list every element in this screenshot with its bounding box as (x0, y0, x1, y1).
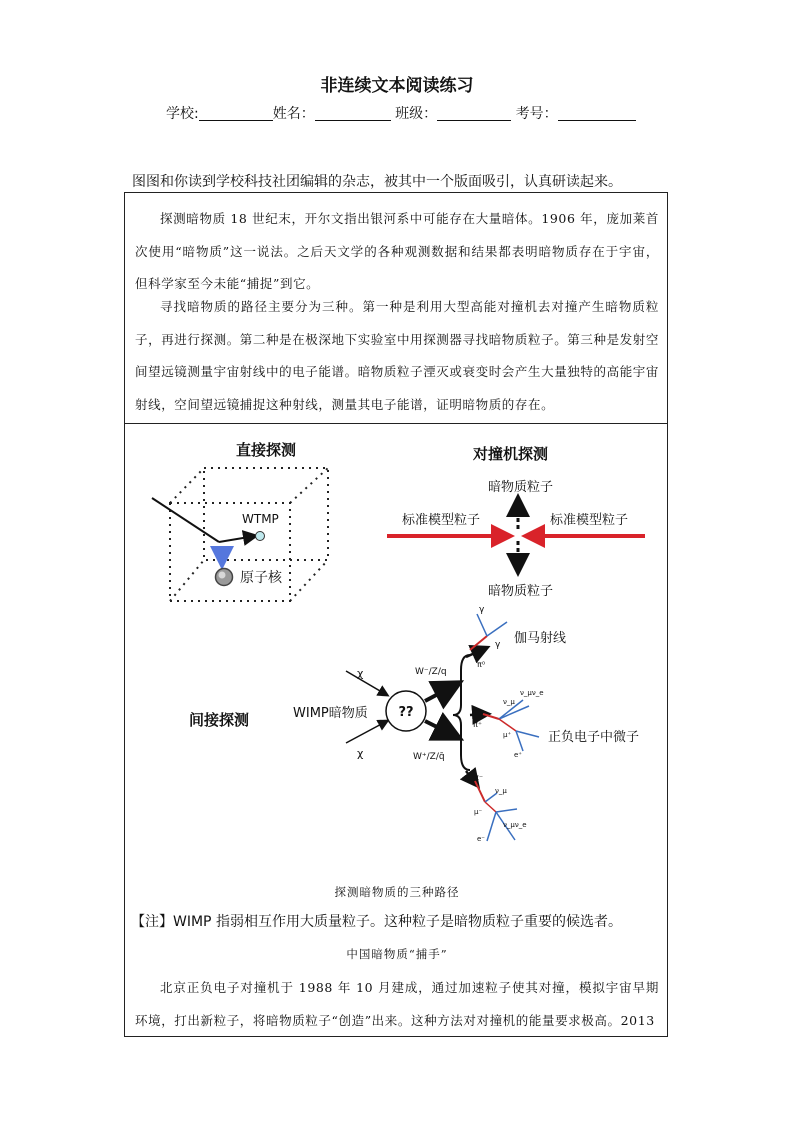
chi-top: χ (357, 667, 364, 680)
indirect-detection-title: 间接探测 (189, 711, 250, 729)
student-info-line (166, 103, 636, 123)
pi-minus-label: π⁻ (474, 773, 484, 782)
pi0-label: π⁰ (477, 660, 486, 669)
e-plus-label: e⁺ (514, 751, 523, 759)
class-field[interactable] (437, 106, 511, 121)
wimp-particle-label: WTMP (242, 512, 279, 526)
dark-matter-bottom-label: 暗物质粒子 (488, 584, 554, 599)
recoil-track (219, 536, 255, 542)
pi-plus-label: π⁺ (473, 720, 483, 729)
direct-detection-panel (152, 441, 328, 601)
indirect-detection-panel (189, 605, 639, 843)
chi-bottom: χ (357, 747, 364, 760)
name-field[interactable] (315, 106, 391, 121)
incoming-track (152, 498, 219, 542)
exam-no-field[interactable] (558, 106, 636, 121)
nu-pair-label-1: ν_μν_e (520, 689, 544, 697)
sm-left-label: 标准模型粒子 (402, 513, 481, 528)
branch-brace (453, 655, 470, 770)
nu-pair-label-2: ν_μν_e (503, 821, 527, 829)
gamma-symbol-1: γ (479, 605, 485, 615)
nu-mu-label-1: ν_μ (503, 698, 515, 706)
mu-minus-label: μ⁻ (474, 808, 483, 816)
class-label: 班级： (395, 106, 438, 122)
figure-caption: 探测暗物质的三种路径 (334, 885, 460, 899)
dark-matter-top-label: 暗物质粒子 (488, 480, 554, 495)
gamma-symbol-2: γ (495, 640, 501, 650)
wimp-note: 【注】WIMP 指弱相互作用大质量粒子。这种粒子是暗物质粒子重要的候选者。 (131, 914, 622, 930)
positron-neutrino-label: 正负电子中微子 (548, 730, 640, 745)
divider (125, 423, 667, 424)
collider-detection-title: 对撞机探测 (473, 445, 549, 463)
article-paragraph-3: 北京正负电子对撞机于 1988 年 10 月建成，通过加速粒子使其对撞，模拟宇宙早期环境，打出新粒子，将暗物质粒子“创造”出来。这种方法对对撞机的能量要求极高。2013 (135, 980, 659, 1028)
direct-detection-title: 直接探测 (236, 441, 297, 459)
nu-mu-label-2: ν_μ (495, 787, 507, 795)
wimp-dm-label: WIMP暗物质 (293, 706, 368, 721)
vertex-label: ?? (398, 705, 414, 720)
mu-plus-label: μ⁺ (503, 731, 512, 739)
intro-text: 图图和你读到学校科技社团编辑的杂志，被其中一个版面吸引，认真研读起来。 (132, 174, 622, 190)
school-label: 学校: (166, 106, 199, 122)
boson-top-label: W⁻/Z/q (415, 667, 447, 677)
exam-no-label: 考号： (515, 106, 558, 122)
sm-right-label: 标准模型粒子 (550, 513, 629, 528)
article-paragraph-1: 探测暗物质 18 世纪末，开尔文指出银河系中可能存在大量暗体。1906 年，庞加莱首次使用“暗物质”这一说法。之后天文学的各种观测数据和结果都表明暗物质存在于宇宙，但科学家至今未能“捕捉”到它。 (135, 211, 659, 291)
e-minus-label: e⁻ (477, 835, 486, 843)
dark-matter-figure (125, 425, 667, 895)
name-label: 姓名： (272, 106, 315, 122)
school-field[interactable] (199, 106, 273, 121)
collider-detection-panel (387, 445, 645, 599)
gamma-ray-label: 伽马射线 (514, 631, 567, 646)
boson-bottom-label: W⁺/Z/q̄ (413, 752, 445, 762)
article-box (124, 192, 668, 1037)
section-title: 中国暗物质“捕手” (346, 947, 448, 961)
page-title: 非连续文本阅读练习 (320, 76, 474, 96)
article-paragraph-2: 寻找暗物质的路径主要分为三种。第一种是利用大型高能对撞机去对撞产生暗物质粒子，再进行探测。第二种是在极深地下实验室中用探测器寻找暗物质粒子。第三种是发射空间望远镜测量宇宙射线中的电子能谱。暗物质粒子湮灭或衰变时会产生大量独特的高能宇宙射线，空间望远镜捕捉这种射线，测量其电子能谱，证明暗物质的存在。 (135, 299, 660, 412)
wimp-particle-icon (256, 532, 265, 541)
nucleus-label: 原子核 (240, 570, 282, 586)
